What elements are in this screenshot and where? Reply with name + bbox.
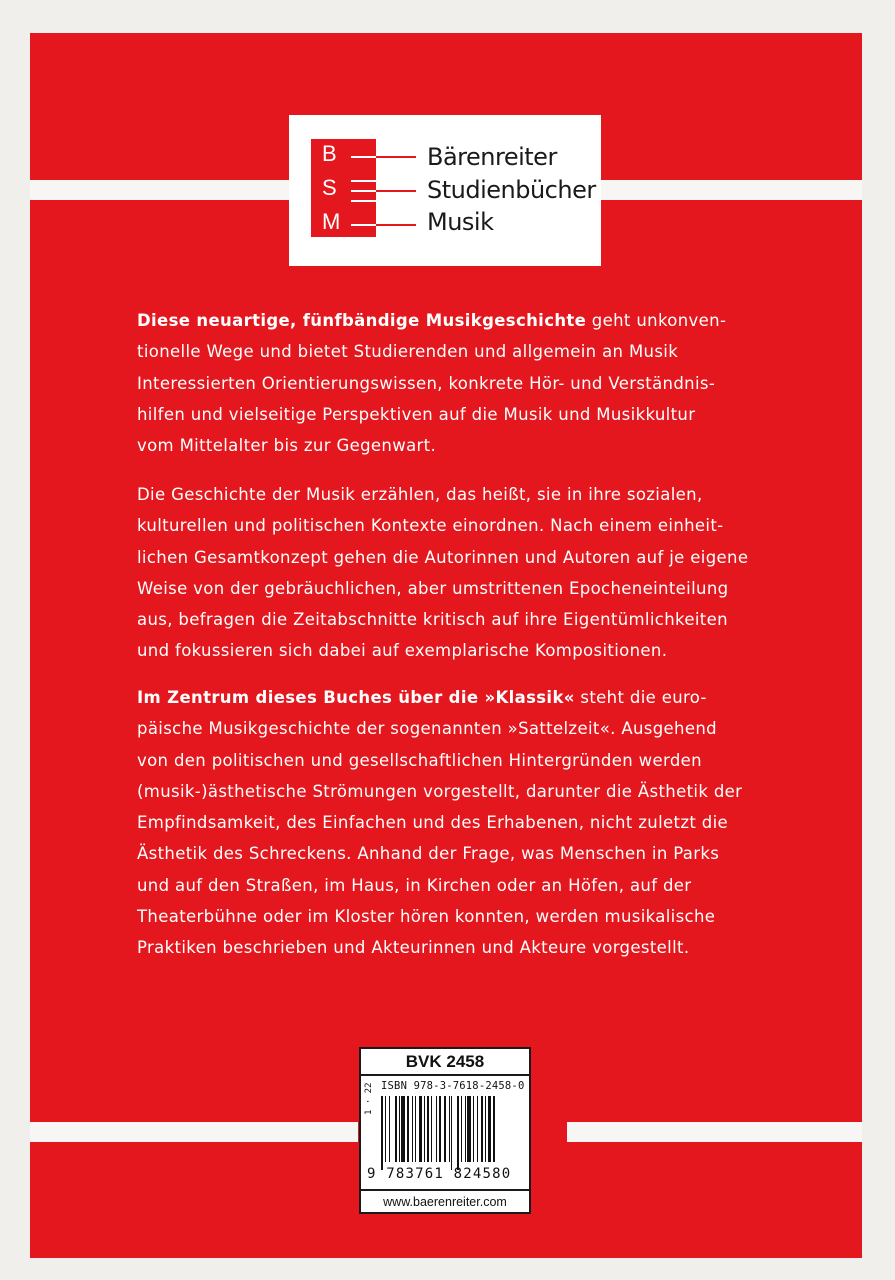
decorative-band bbox=[567, 1122, 862, 1142]
barcode-bar bbox=[485, 1096, 486, 1162]
paragraph-line: hilfen und vielseitige Perspektiven auf die Musik und Musikkultur bbox=[137, 404, 696, 424]
barcode-bar bbox=[381, 1096, 383, 1170]
barcode-bar bbox=[457, 1096, 459, 1170]
paragraph-bold-lead: Im Zentrum dieses Buches über die »Klassik« bbox=[137, 688, 575, 707]
barcode-bar bbox=[488, 1096, 491, 1162]
publisher-logo bbox=[289, 115, 601, 266]
paragraph-line: vom Mittelalter bis zur Gegenwart. bbox=[137, 436, 437, 456]
paragraph-line: lichen Gesamtkonzept gehen die Autorinnen und Autoren auf je eigene bbox=[137, 547, 749, 567]
decorative-band bbox=[30, 180, 290, 200]
logo-letter-m: M bbox=[322, 209, 341, 234]
barcode-bar bbox=[439, 1096, 441, 1162]
logo-text-musik: Musik bbox=[427, 208, 494, 236]
barcode-bar bbox=[415, 1096, 416, 1162]
logo-line bbox=[376, 224, 416, 226]
logo-text-barenreiter: Bärenreiter bbox=[427, 143, 557, 171]
logo-text-studienbucher: Studienbücher bbox=[427, 176, 596, 204]
paragraph-line: Diese neuartige, fünfbändige Musikgeschichte geht unkonven- bbox=[137, 311, 727, 330]
barcode-bar bbox=[477, 1096, 478, 1162]
isbn-text: ISBN 978-3-7618-2458-0 bbox=[381, 1080, 525, 1092]
paragraph-line: und fokussieren sich dabei auf exemplarische Kompositionen. bbox=[137, 641, 668, 661]
barcode-bar bbox=[395, 1096, 397, 1162]
logo-line bbox=[351, 156, 376, 158]
paragraph-line: (musik-)ästhetische Strömungen vorgestellt, darunter die Ästhetik der bbox=[137, 781, 743, 801]
barcode-bar bbox=[444, 1096, 445, 1162]
logo-line bbox=[376, 190, 416, 192]
barcode-bar bbox=[407, 1096, 409, 1162]
paragraph-line: Ästhetik des Schreckens. Anhand der Frage, was Menschen in Parks bbox=[137, 844, 720, 864]
paragraph-line: aus, befragen die Zeitabschnitte kritisch auf ihre Eigentümlichkeiten bbox=[137, 610, 728, 630]
barcode-bar bbox=[401, 1096, 404, 1162]
barcode-bar bbox=[465, 1096, 466, 1162]
paragraph-line: und auf den Straßen, im Haus, in Kirchen oder an Höfen, auf der bbox=[137, 875, 692, 895]
barcode-bar bbox=[436, 1096, 437, 1162]
barcode-bar bbox=[431, 1096, 432, 1162]
barcode-bar bbox=[493, 1096, 495, 1162]
barcode-bar bbox=[399, 1096, 400, 1162]
paragraph-line: tionelle Wege und bietet Studierenden und allgemein an Musik bbox=[137, 342, 679, 362]
logo-letter-s: S bbox=[322, 175, 337, 200]
paragraph-line: Im Zentrum dieses Buches über die »Klassik« steht die euro- bbox=[137, 688, 707, 707]
barcode-label bbox=[359, 1047, 531, 1214]
publisher-url: www.baerenreiter.com bbox=[361, 1189, 529, 1214]
paragraph-line: von den politischen und gesellschaftlichen Hintergründen werden bbox=[137, 750, 702, 770]
paragraph-line: Empfindsamkeit, des Einfachen und des Erhabenen, nicht zuletzt die bbox=[137, 813, 729, 833]
paragraph-klassik bbox=[137, 682, 777, 964]
barcode-bars bbox=[381, 1096, 527, 1170]
logo-line bbox=[351, 224, 376, 226]
logo-line bbox=[351, 200, 376, 202]
paragraph-line: Die Geschichte der Musik erzählen, das heißt, sie in ihre sozialen, bbox=[137, 485, 703, 504]
order-number: BVK 2458 bbox=[361, 1049, 529, 1076]
paragraph-line: kulturellen und politischen Kontexte einordnen. Nach einem einheit- bbox=[137, 516, 724, 536]
decorative-band bbox=[600, 180, 862, 200]
barcode-bar bbox=[449, 1096, 450, 1162]
paragraph-line: päische Musikgeschichte der sogenannten »Sattelzeit«. Ausgehend bbox=[137, 719, 717, 739]
paragraph-bold-lead: Diese neuartige, fünfbändige Musikgeschichte bbox=[137, 311, 587, 330]
barcode-bar bbox=[451, 1096, 452, 1170]
logo-line bbox=[351, 190, 376, 192]
paragraph-line: Interessierten Orientierungswissen, konkrete Hör- und Verständnis- bbox=[137, 373, 716, 393]
paragraph-intro bbox=[137, 305, 777, 461]
paragraph-line: Theaterbühne oder im Kloster hören konnten, werden musikalische bbox=[137, 907, 716, 927]
paragraph-line: Praktiken beschrieben und Akteurinnen und Akteure vorgestellt. bbox=[137, 938, 690, 958]
barcode-bar bbox=[467, 1096, 470, 1162]
paragraph-line: Weise von der gebräuchlichen, aber umstrittenen Epocheneinteilung bbox=[137, 578, 729, 598]
decorative-band bbox=[30, 1122, 358, 1142]
barcode-bar bbox=[385, 1096, 386, 1162]
barcode-bar bbox=[412, 1096, 413, 1162]
logo-letter-b: B bbox=[322, 141, 337, 166]
logo-line bbox=[376, 156, 416, 158]
barcode-bar bbox=[461, 1096, 462, 1162]
barcode-bar bbox=[481, 1096, 483, 1162]
barcode-bar bbox=[419, 1096, 422, 1162]
paragraph-concept bbox=[137, 479, 777, 667]
logo-red-block bbox=[311, 139, 376, 237]
barcode-bar bbox=[473, 1096, 474, 1162]
barcode-bar bbox=[424, 1096, 425, 1162]
barcode-bar bbox=[389, 1096, 390, 1162]
barcode-bar bbox=[427, 1096, 429, 1162]
logo-line bbox=[351, 180, 376, 182]
side-code: 1 · 22 bbox=[364, 1082, 374, 1115]
barcode-digits: 9 783761 824580 bbox=[367, 1166, 512, 1182]
